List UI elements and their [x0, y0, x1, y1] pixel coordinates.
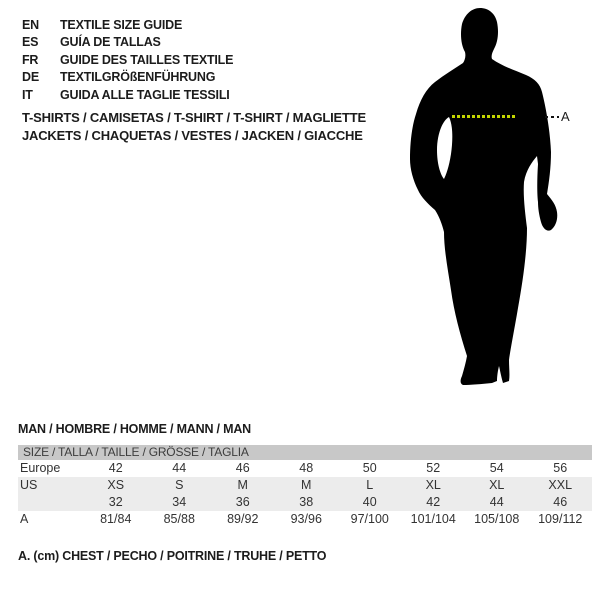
table-cell: 105/108 [474, 512, 520, 526]
section-title-man: MAN / HOMBRE / HOMME / MANN / MAN [18, 422, 251, 436]
table-row-label: Europe [20, 461, 61, 475]
table-cell: 38 [299, 495, 314, 509]
table-cell: 81/84 [100, 512, 132, 526]
table-cell: 93/96 [290, 512, 322, 526]
language-list [22, 17, 233, 104]
table-cell: 52 [426, 461, 441, 475]
table-cell: 42 [426, 495, 441, 509]
table-cell: 101/104 [410, 512, 456, 526]
table-cell: M [301, 478, 312, 492]
language-title: TEXTILGRÖßENFÜHRUNG [60, 70, 216, 85]
table-row-label: A [20, 512, 29, 526]
language-row-en [22, 17, 233, 34]
table-cell: 32 [108, 495, 123, 509]
table-cell: 56 [553, 461, 568, 475]
table-cell: S [175, 478, 184, 492]
table-cell: XL [425, 478, 441, 492]
table-cell: 42 [108, 461, 123, 475]
language-row-de [22, 69, 233, 86]
product-line-jackets: JACKETS / CHAQUETAS / VESTES / JACKEN / GIACCHE [22, 127, 363, 143]
table-row-label: US [20, 478, 38, 492]
table-cell: 36 [235, 495, 250, 509]
language-title: TEXTILE SIZE GUIDE [60, 18, 183, 32]
chest-measure-dash-line [452, 115, 516, 118]
table-cell: 46 [553, 495, 568, 509]
size-table-body [18, 460, 592, 528]
table-cell: 44 [489, 495, 504, 509]
table-row [18, 511, 592, 528]
language-title: GUIDA ALLE TAGLIE TESSILI [60, 87, 230, 102]
measure-label-a: A [561, 109, 570, 124]
language-code: EN [22, 18, 39, 32]
language-title: GUIDE DES TAILLES TEXTILE [60, 52, 234, 67]
table-row [18, 494, 592, 511]
table-row-label [18, 494, 84, 511]
language-row-it [22, 87, 233, 104]
table-cell: XXL [548, 478, 573, 492]
table-cell: 40 [362, 495, 377, 509]
measurement-footnote: A. (cm) CHEST / PECHO / POITRINE / TRUHE / PETTO [18, 549, 327, 563]
product-line-tshirts: T-SHIRTS / CAMISETAS / T-SHIRT / T-SHIRT / MAGLIETTE [22, 110, 366, 125]
product-categories [22, 109, 366, 144]
language-row-es [22, 34, 233, 51]
table-cell: 34 [172, 495, 187, 509]
size-table [18, 445, 592, 528]
table-cell: 48 [299, 461, 314, 475]
table-cell: 54 [489, 461, 504, 475]
table-cell: 50 [362, 461, 377, 475]
table-cell: M [237, 478, 248, 492]
table-cell: 46 [235, 461, 250, 475]
language-row-fr [22, 52, 233, 69]
language-title: GUÍA DE TALLAS [60, 35, 161, 50]
language-code: ES [22, 35, 39, 50]
size-table-header: SIZE / TALLA / TAILLE / GRÖSSE / TAGLIA [18, 445, 592, 460]
table-cell: L [366, 478, 374, 492]
table-cell: XS [107, 478, 125, 492]
language-code: IT [22, 87, 33, 102]
measure-leader-dashes [545, 116, 559, 118]
language-code: DE [22, 70, 39, 85]
table-cell: 109/112 [538, 512, 583, 526]
table-row [18, 460, 592, 477]
table-cell: XL [489, 478, 505, 492]
table-row [18, 477, 592, 494]
table-cell: 97/100 [350, 512, 389, 526]
table-cell: 44 [172, 461, 187, 475]
man-silhouette-icon [408, 4, 560, 386]
table-cell: 89/92 [227, 512, 259, 526]
language-code: FR [22, 52, 39, 67]
table-cell: 85/88 [163, 512, 195, 526]
